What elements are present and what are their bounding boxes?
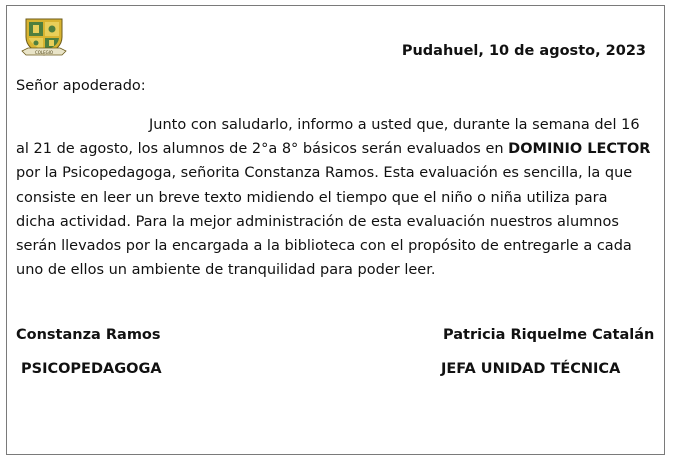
body-line: por la Psicopedagoga, señorita Constanza Ramos. Esta evaluación es sencilla, la que xyxy=(16,165,633,182)
body-line: consiste en leer un breve texto midiendo el tiempo que el niño o niña utiliza para xyxy=(16,189,608,206)
letter-body xyxy=(16,113,658,282)
signer-left-name: Constanza Ramos xyxy=(16,327,161,343)
evaluation-name: DOMINIO LECTOR xyxy=(508,141,651,158)
body-line: Junto con saludarlo, informo a usted que, durante la semana del 16 xyxy=(149,117,640,133)
body-line: serán llevados por la encargada a la biblioteca con el propósito de entregarle a cada xyxy=(16,237,632,254)
letter-date: Pudahuel, 10 de agosto, 2023 xyxy=(401,43,646,59)
salutation: Señor apoderado: xyxy=(16,78,146,94)
school-crest-logo xyxy=(20,15,68,61)
signer-right-title: JEFA UNIDAD TÉCNICA xyxy=(441,361,621,377)
signer-right-name: Patricia Riquelme Catalán xyxy=(443,327,655,343)
body-line: dicha actividad. Para la mejor administración de esta evaluación nuestros alumnos xyxy=(16,213,619,230)
crest-ribbon-text: COLEGIO xyxy=(34,50,54,55)
body-line-text: al 21 de agosto, los alumnos de 2°a 8° básicos serán evaluados en xyxy=(16,141,509,158)
body-line xyxy=(16,137,658,161)
signer-left-title: PSICOPEDAGOGA xyxy=(21,361,162,377)
body-line: uno de ellos un ambiente de tranquilidad para poder leer. xyxy=(16,262,436,279)
